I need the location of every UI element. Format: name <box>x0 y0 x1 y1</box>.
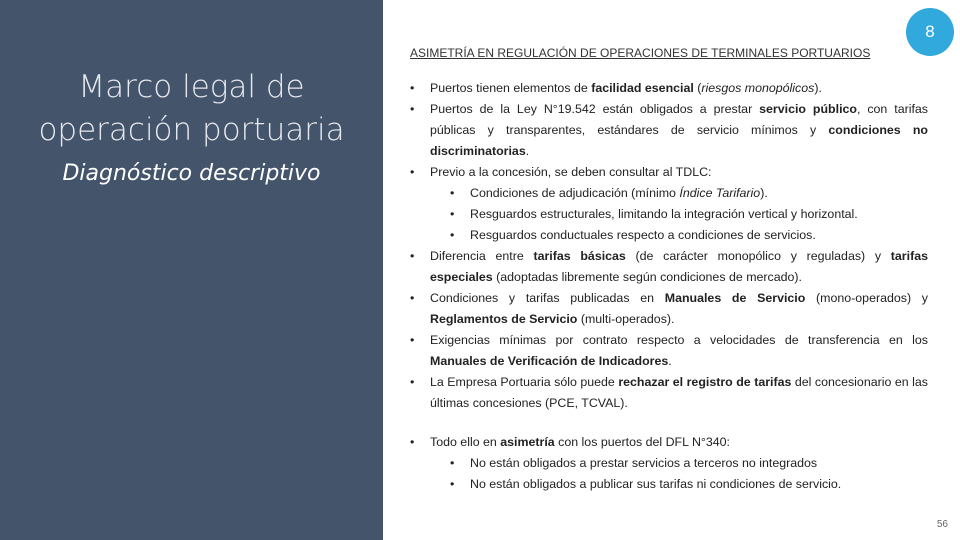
slide-heading: ASIMETRÍA EN REGULACIÓN DE OPERACIONES DE TERMINALES PORTUARIOS <box>410 46 871 60</box>
section-title-line2: operación portuaria <box>38 112 345 148</box>
text: Exigencias mínimas por contrato respecto a velocidades de transferencia en los <box>430 333 928 347</box>
section-title <box>0 66 383 152</box>
text: Condiciones de adjudicación (mínimo <box>470 186 680 200</box>
text-bold: Manuales de Servicio <box>664 291 806 305</box>
bullet-item <box>410 99 928 162</box>
text-bold: tarifas básicas <box>533 249 626 263</box>
bullet-item <box>410 288 928 330</box>
page-number: 56 <box>936 519 948 530</box>
text: con los puertos del DFL N°340: <box>554 435 730 449</box>
text: ( <box>693 81 702 95</box>
text: Previo a la concesión, se deben consultar al TDLC: <box>430 165 712 179</box>
sub-bullet-item: • Resguardos conductuales respecto a condiciones de servicios. <box>450 225 928 246</box>
text-bold: tarifas especiales <box>430 249 928 284</box>
text-bold: rechazar el registro de tarifas <box>618 375 792 389</box>
text: Condiciones y tarifas publicadas en <box>430 291 665 305</box>
text-bold: condiciones no discriminatorias <box>430 123 928 158</box>
section-title-line1: Marco legal de <box>78 69 305 105</box>
bullet-item <box>410 372 928 414</box>
text: La Empresa Portuaria sólo puede <box>430 375 619 389</box>
bullet-item <box>410 162 928 246</box>
text: (multi-operados). <box>577 312 675 326</box>
text: Puertos de la Ley N°19.542 están obligados a prestar <box>430 102 760 116</box>
bullet-item <box>410 432 928 495</box>
text: ). <box>760 186 768 200</box>
sub-bullet-item <box>450 183 928 204</box>
bullet-list <box>410 78 928 414</box>
sub-bullet-list <box>430 453 928 495</box>
text-bold: Reglamentos de Servicio <box>430 312 578 326</box>
slide-badge: 8 <box>906 8 954 56</box>
text: del concesionario en las últimas concesiones (PCE, TCVAL). <box>430 375 928 410</box>
text: , con tarifas públicas y transparentes, estándares de servicio mínimos y <box>430 102 928 137</box>
text-bold: asimetría <box>500 435 555 449</box>
text-italic: Índice Tarifario <box>679 186 761 200</box>
bullet-item <box>410 246 928 288</box>
text: ). <box>814 81 822 95</box>
sub-bullet-list <box>430 183 928 246</box>
bullet-item <box>410 330 928 372</box>
text: (adoptadas libremente según condiciones de mercado). <box>492 270 802 284</box>
content-body <box>410 78 928 495</box>
text: (de carácter monopólico y reguladas) y <box>625 249 891 263</box>
bullet-list-2 <box>410 432 928 495</box>
text: . <box>668 354 672 368</box>
spacer <box>410 414 928 432</box>
sub-bullet-item: • Resguardos estructurales, limitando la integración vertical y horizontal. <box>450 204 928 225</box>
text-bold: Manuales de Verificación de Indicadores <box>430 354 669 368</box>
sub-bullet-item: • No están obligados a prestar servicios a terceros no integrados <box>450 453 928 474</box>
bullet-item <box>410 78 928 99</box>
section-subtitle: Diagnóstico descriptivo <box>62 161 321 186</box>
text: Todo ello en <box>430 435 501 449</box>
text-bold: servicio público <box>759 102 857 116</box>
sub-bullet-item: • No están obligados a publicar sus tarifas ni condiciones de servicio. <box>450 474 928 495</box>
text-bold: facilidad esencial <box>591 81 694 95</box>
text: . <box>525 144 530 158</box>
left-panel <box>0 0 383 540</box>
text-italic: riesgos monopólicos <box>701 81 815 95</box>
text: Diferencia entre <box>430 249 534 263</box>
text: Puertos tienen elementos de <box>430 81 592 95</box>
text: (mono-operados) y <box>805 291 928 305</box>
